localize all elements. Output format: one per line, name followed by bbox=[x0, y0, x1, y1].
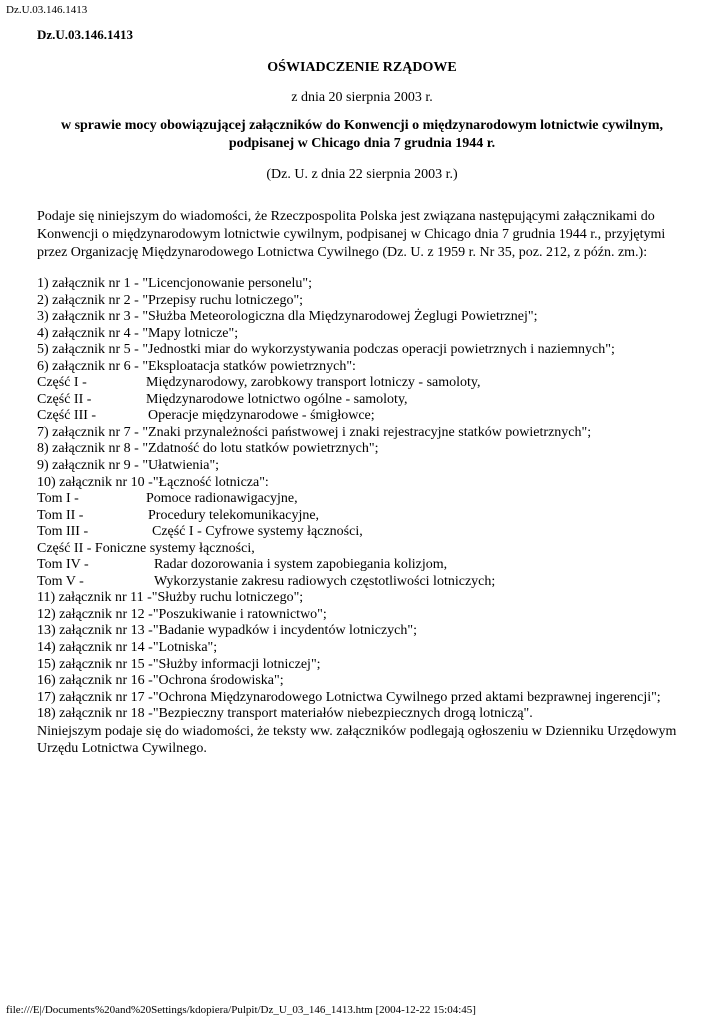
volume-label: Tom IV - bbox=[37, 557, 89, 573]
list-item: 4) załącznik nr 4 - "Mapy lotnicze"; bbox=[37, 325, 239, 341]
annex10-part-line: Część II - Foniczne systemy łączności, bbox=[37, 540, 255, 556]
annex10-volume-row bbox=[37, 508, 687, 525]
document-id: Dz.U.03.146.1413 bbox=[37, 27, 134, 42]
list-item: 1) załącznik nr 1 - "Licencjonowanie personelu"; bbox=[37, 276, 312, 291]
list-item: 16) załącznik nr 16 -"Ochrona środowiska"; bbox=[37, 673, 284, 689]
list-item: 13) załącznik nr 13 -"Badanie wypadków i incydentów lotniczych"; bbox=[37, 623, 417, 639]
print-header: Dz.U.03.146.1413 bbox=[6, 4, 88, 16]
volume-label: Tom V - bbox=[37, 573, 84, 589]
document-subject: w sprawie mocy obowiązującej załączników do Konwencji o międzynarodowym lotnictwie cywilnym, podpisanej w Chicago dnia 7 grudnia 1944 r. bbox=[60, 118, 664, 151]
list-item: 3) załącznik nr 3 - "Służba Meteorologiczna dla Międzynarodowej Żeglugi Powietrznej"; bbox=[37, 309, 538, 325]
list-item: 17) załącznik nr 17 -"Ochrona Międzynarodowego Lotnictwa Cywilnego przed aktami bezprawnej ingerencji"; bbox=[37, 689, 661, 705]
list-item: 15) załącznik nr 15 -"Służby informacji lotniczej"; bbox=[37, 656, 321, 672]
list-item: 7) załącznik nr 7 - "Znaki przynależności państwowej i znaki rejestracyjne statków powietrznych"; bbox=[37, 424, 592, 440]
volume-text: Część I - Cyfrowe systemy łączności, bbox=[152, 524, 363, 540]
volume-text: Pomoce radionawigacyjne, bbox=[146, 491, 298, 507]
volume-label: Tom I - bbox=[37, 491, 79, 507]
publication-info: (Dz. U. z dnia 22 sierpnia 2003 r.) bbox=[266, 167, 458, 182]
list-item: 5) załącznik nr 5 - "Jednostki miar do wykorzystywania podczas operacji powietrznych i naziemnych"; bbox=[37, 342, 615, 358]
annex6-part-row bbox=[37, 408, 687, 425]
document-title: OŚWIADCZENIE RZĄDOWE bbox=[267, 60, 457, 75]
part-label: Część II - bbox=[37, 391, 92, 407]
annex6-part-row bbox=[37, 392, 687, 409]
volume-label: Tom III - bbox=[37, 524, 89, 540]
part-label: Część III - bbox=[37, 408, 97, 424]
list-item: 9) załącznik nr 9 - "Ułatwienia"; bbox=[37, 458, 220, 474]
annex6-part-row bbox=[37, 375, 687, 392]
annex10-volume-row bbox=[37, 557, 687, 574]
list-item: 6) załącznik nr 6 - "Eksploatacja statków powietrznych": bbox=[37, 358, 356, 374]
list-item: 18) załącznik nr 18 -"Bezpieczny transport materiałów niebezpiecznych drogą lotniczą". bbox=[37, 706, 533, 722]
list-item: 2) załącznik nr 2 - "Przepisy ruchu lotniczego"; bbox=[37, 292, 304, 308]
annex10-volume-row bbox=[37, 491, 687, 508]
intro-paragraph: Podaje się niniejszym do wiadomości, że Rzeczpospolita Polska jest związana następującymi załącznikami do Konwencji o międzynarodowym lotnictwie cywilnym, podpisanej w Chicago dnia 7 grudnia 1944 r., przyjętymi przez Organizację Międzynarodowego Lotnictwa Cywilnego (Dz. U. z 1959 r. Nr 35, poz. 212, z późn. zm.): bbox=[37, 209, 666, 260]
volume-label: Tom II - bbox=[37, 507, 84, 523]
list-item: 12) załącznik nr 12 -"Poszukiwanie i ratownictwo"; bbox=[37, 606, 327, 622]
list-item: 10) załącznik nr 10 -"Łączność lotnicza": bbox=[37, 474, 269, 490]
part-text: Międzynarodowe lotnictwo ogólne - samoloty, bbox=[146, 391, 408, 407]
document-date: z dnia 20 sierpnia 2003 r. bbox=[291, 90, 433, 105]
annex10-volume-row bbox=[37, 574, 687, 591]
volume-text: Wykorzystanie zakresu radiowych częstotliwości lotniczych; bbox=[154, 573, 496, 589]
closing-paragraph: Niniejszym podaje się do wiadomości, że teksty ww. załączników podlegają ogłoszeniu w Dzienniku Urzędowym Urzędu Lotnictwa Cywilnego. bbox=[37, 723, 677, 756]
annex10-volume-row bbox=[37, 524, 687, 541]
document-body bbox=[37, 27, 687, 757]
print-footer-path: file:///E|/Documents%20and%20Settings/kdopiera/Pulpit/Dz_U_03_146_1413.htm [2004-12-22 15:04:45] bbox=[6, 1004, 476, 1016]
part-text: Międzynarodowy, zarobkowy transport lotniczy - samoloty, bbox=[146, 375, 481, 391]
volume-text: Procedury telekomunikacyjne, bbox=[148, 507, 320, 523]
annex-list bbox=[37, 276, 687, 757]
volume-text: Radar dozorowania i system zapobiegania kolizjom, bbox=[154, 557, 448, 573]
list-item: 8) załącznik nr 8 - "Zdatność do lotu statków powietrznych"; bbox=[37, 441, 379, 457]
list-item: 11) załącznik nr 11 -"Służby ruchu lotniczego"; bbox=[37, 590, 304, 606]
list-item: 14) załącznik nr 14 -"Lotniska"; bbox=[37, 640, 218, 656]
part-label: Część I - bbox=[37, 375, 87, 391]
part-text: Operacje międzynarodowe - śmigłowce; bbox=[148, 408, 375, 424]
